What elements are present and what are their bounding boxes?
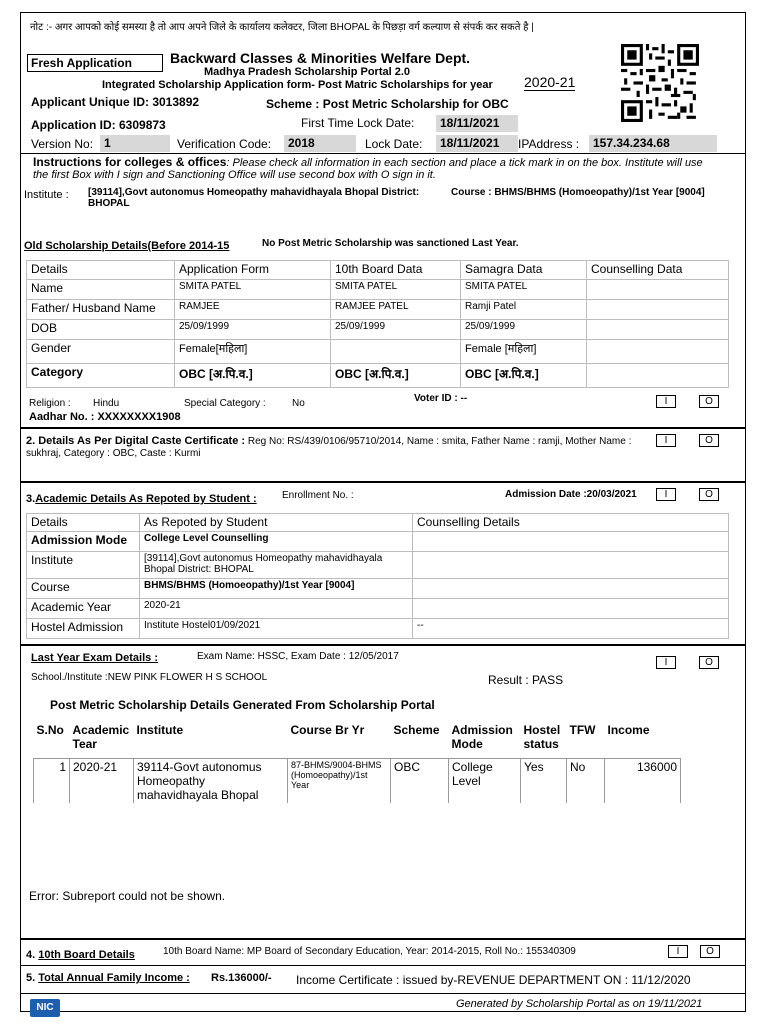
institute-tick-box[interactable]: I <box>656 395 676 408</box>
application-type-box: Fresh Application <box>27 54 163 72</box>
cell: SMITA PATEL <box>175 280 331 300</box>
cell: Female[महिला] <box>175 340 331 364</box>
row-label: Hostel Admission <box>27 619 140 639</box>
institute-tick-box[interactable]: I <box>656 434 676 447</box>
portal-name: Madhya Pradesh Scholarship Portal 2.0 <box>204 66 411 78</box>
last-exam-details: Exam Name: HSSC, Exam Date : 12/05/2017 <box>197 651 399 662</box>
header-cell: Hostel status <box>523 723 561 751</box>
cell <box>413 532 729 552</box>
portal-details-title: Post Metric Scholarship Details Generated From Scholarship Portal <box>50 698 435 712</box>
cell: No <box>567 758 605 803</box>
cell <box>413 552 729 579</box>
header-cell: Academic Tear <box>72 723 130 751</box>
course-value: Course : BHMS/BHMS (Homoeopathy)/1st Year [9004] <box>451 187 705 198</box>
office-tick-box[interactable]: O <box>699 656 719 669</box>
cell: College Level Counselling <box>140 532 413 552</box>
special-category-value: No <box>292 398 305 409</box>
income-num: 5. <box>26 972 36 984</box>
header-cell: S.No <box>36 723 64 737</box>
header-cell: Samagra Data <box>461 261 587 280</box>
special-category-label: Special Category : <box>184 398 266 409</box>
academic-title-text: Academic Details As Repoted by Student : <box>35 493 257 505</box>
header-cell: Counselling Details <box>413 514 729 532</box>
academic-title <box>26 493 257 505</box>
institute-tick-box[interactable]: I <box>668 945 688 958</box>
lock-date-value: 18/11/2021 <box>436 135 518 152</box>
form-year: 2020-21 <box>524 74 576 90</box>
version-value: 1 <box>100 135 170 152</box>
ip-address-label: IPAddress : <box>518 137 580 151</box>
cell: [39114],Govt autonomus Homeopathy mahavidhayala Bhopal District: BHOPAL <box>140 552 413 579</box>
instructions-text: : Please check all information in each section and place a tick mark in on the box. Institute will use the first Box with I sign and Sanctioning Office will use second box with O sign in it. <box>33 157 703 181</box>
header-cell: Scheme <box>393 723 440 737</box>
header-cell: As Repoted by Student <box>140 514 413 532</box>
header-cell: Income <box>607 723 650 737</box>
qr-code-image <box>621 44 699 122</box>
section-divider <box>20 481 746 483</box>
cell: SMITA PATEL <box>331 280 461 300</box>
header-cell: Admission Mode <box>451 723 513 751</box>
table-row <box>27 364 729 388</box>
enrollment-label: Enrollment No. : <box>282 490 354 501</box>
table-row <box>27 280 729 300</box>
header-cell: Course Br Yr <box>290 723 365 737</box>
cell: BHMS/BHMS (Homoeopathy)/1st Year [9004] <box>140 579 413 599</box>
header-cell: TFW <box>569 723 596 737</box>
old-scholarship-label: Old Scholarship Details(Before 2014-15 <box>24 240 230 252</box>
exam-result: Result : PASS <box>488 673 564 687</box>
row-label: Academic Year <box>27 599 140 619</box>
section-divider <box>20 427 746 429</box>
income-value: Rs.136000/- <box>211 972 272 984</box>
last-exam-title: Last Year Exam Details : <box>31 652 158 664</box>
office-tick-box[interactable]: O <box>700 945 720 958</box>
religion-value: Hindu <box>93 398 120 409</box>
table-row <box>34 758 681 803</box>
aadhar-number: Aadhar No. : XXXXXXXX1908 <box>29 411 181 423</box>
table-row <box>27 340 729 364</box>
cell: OBC [अ.पि.व.] <box>331 364 461 388</box>
section-divider <box>20 644 746 646</box>
ip-address-value: 157.34.234.68 <box>589 135 717 152</box>
header-cell: Details <box>27 261 175 280</box>
applicant-unique-id: Applicant Unique ID: 3013892 <box>31 95 200 109</box>
first-lock-date-label: First Time Lock Date: <box>301 116 415 130</box>
table-header-row <box>34 722 681 758</box>
cell: RAMJEE <box>175 300 331 320</box>
verification-value: 2018 <box>284 135 356 152</box>
header-cell: Institute <box>136 723 184 737</box>
cell: Institute Hostel01/09/2021 <box>140 619 413 639</box>
dept-name: Backward Classes & Minorities Welfare Dept. <box>170 50 471 66</box>
table-row <box>27 532 729 552</box>
institute-tick-box[interactable]: I <box>656 656 676 669</box>
table-row <box>27 579 729 599</box>
institute-tick-box[interactable]: I <box>656 488 676 501</box>
cell: 2020-21 <box>70 758 134 803</box>
institute-value: [39114],Govt autonomus Homeopathy mahavidhayala Bhopal District: BHOPAL <box>88 187 420 209</box>
table-row <box>27 300 729 320</box>
religion-label: Religion : <box>29 398 71 409</box>
cell: College Level <box>449 758 521 803</box>
divider <box>20 153 746 154</box>
cell: OBC [अ.पि.व.] <box>461 364 587 388</box>
cell: 1 <box>34 758 70 803</box>
cell <box>413 579 729 599</box>
header-cell: Counselling Data <box>587 261 729 280</box>
income-title <box>26 972 190 984</box>
cell: 87-BHMS/9004-BHMS (Homoeopathy)/1st Year <box>288 758 391 803</box>
section-divider <box>20 938 746 940</box>
header-cell: Details <box>27 514 140 532</box>
admission-date: Admission Date :20/03/2021 <box>505 489 637 500</box>
cell: OBC <box>391 758 449 803</box>
row-label: Gender <box>27 340 175 364</box>
row-label: DOB <box>27 320 175 340</box>
header-cell: 10th Board Data <box>331 261 461 280</box>
row-label: Institute <box>27 552 140 579</box>
income-title-text: Total Annual Family Income : <box>38 972 190 984</box>
tenth-board-details: 10th Board Name: MP Board of Secondary Education, Year: 2014-2015, Roll No.: 155340309 <box>163 946 576 957</box>
academic-num: 3. <box>26 493 36 505</box>
table-row <box>27 552 729 579</box>
generated-note: Generated by Scholarship Portal as on 19/11/2021 <box>456 998 703 1010</box>
verification-label: Verification Code: <box>177 137 272 151</box>
cell: Ramji Patel <box>461 300 587 320</box>
caste-title: 2. Details As Per Digital Caste Certificate : <box>26 435 246 447</box>
caste-certificate <box>26 435 646 460</box>
caste-details: Reg No: RS/439/0106/95710/2014, Name : smita, Father Name : ramji, Mother Name : sukhraj, Category : OBC, Caste : Kurmi <box>26 436 632 459</box>
cell: 136000 <box>605 758 681 803</box>
divider <box>20 965 746 966</box>
table-row <box>27 599 729 619</box>
divider <box>20 993 746 994</box>
office-tick-box[interactable]: O <box>699 434 719 447</box>
table-row <box>27 320 729 340</box>
form-title: Integrated Scholarship Application form- Post Matric Scholarships for year <box>102 79 493 91</box>
personal-details-table <box>26 260 729 388</box>
row-label: Category <box>27 364 175 388</box>
header-cell: Application Form <box>175 261 331 280</box>
top-note: नोट :- अगर आपको कोई समस्या है तो आप अपने जिले के कार्यालय कलेक्टर, जिला BHOPAL के पिछड़ा वर्ग कल्याण से संपर्क कर सकते है | <box>30 22 534 33</box>
cell <box>587 364 729 388</box>
instructions <box>33 156 713 181</box>
version-label: Version No: <box>31 137 94 151</box>
first-lock-date-value: 18/11/2021 <box>436 115 518 132</box>
table-header-row <box>27 514 729 532</box>
cell: 25/09/1999 <box>331 320 461 340</box>
table-row <box>27 619 729 639</box>
cell: 2020-21 <box>140 599 413 619</box>
cell: 25/09/1999 <box>175 320 331 340</box>
cell: SMITA PATEL <box>461 280 587 300</box>
row-label: Admission Mode <box>27 532 140 552</box>
scheme-name: Scheme : Post Metric Scholarship for OBC <box>266 97 509 111</box>
instructions-lead: Instructions for colleges & offices <box>33 155 227 169</box>
cell <box>413 599 729 619</box>
school-name: School./Institute :NEW PINK FLOWER H S SCHOOL <box>31 672 268 683</box>
institute-label: Institute : <box>24 189 69 201</box>
cell: 39114-Govt autonomus Homeopathy mahavidhayala Bhopal <box>134 758 288 803</box>
cell <box>587 340 729 364</box>
cell: -- <box>413 619 729 639</box>
cell <box>587 320 729 340</box>
cell <box>587 280 729 300</box>
nic-logo: NIC <box>30 999 60 1017</box>
cell: 25/09/1999 <box>461 320 587 340</box>
old-scholarship-value: No Post Metric Scholarship was sanctioned Last Year. <box>262 238 519 249</box>
tenth-board-title <box>26 949 135 961</box>
income-certificate: Income Certificate : issued by-REVENUE DEPARTMENT ON : 11/12/2020 <box>296 973 691 987</box>
cell: Female [महिला] <box>461 340 587 364</box>
table-header-row <box>27 261 729 280</box>
cell: RAMJEE PATEL <box>331 300 461 320</box>
cell <box>331 340 461 364</box>
tenth-title-text: 10th Board Details <box>38 949 135 961</box>
office-tick-box[interactable]: O <box>699 395 719 408</box>
cell <box>587 300 729 320</box>
row-label: Name <box>27 280 175 300</box>
cell: OBC [अ.पि.व.] <box>175 364 331 388</box>
lock-date-label: Lock Date: <box>365 137 423 151</box>
office-tick-box[interactable]: O <box>699 488 719 501</box>
voter-id: Voter ID : -- <box>414 393 468 404</box>
cell: Yes <box>521 758 567 803</box>
subreport-error: Error: Subreport could not be shown. <box>29 889 226 903</box>
portal-details-table <box>33 722 681 803</box>
tenth-num: 4. <box>26 949 36 961</box>
academic-details-table <box>26 513 729 639</box>
row-label: Course <box>27 579 140 599</box>
application-id: Application ID: 6309873 <box>31 118 166 132</box>
row-label: Father/ Husband Name <box>27 300 175 320</box>
